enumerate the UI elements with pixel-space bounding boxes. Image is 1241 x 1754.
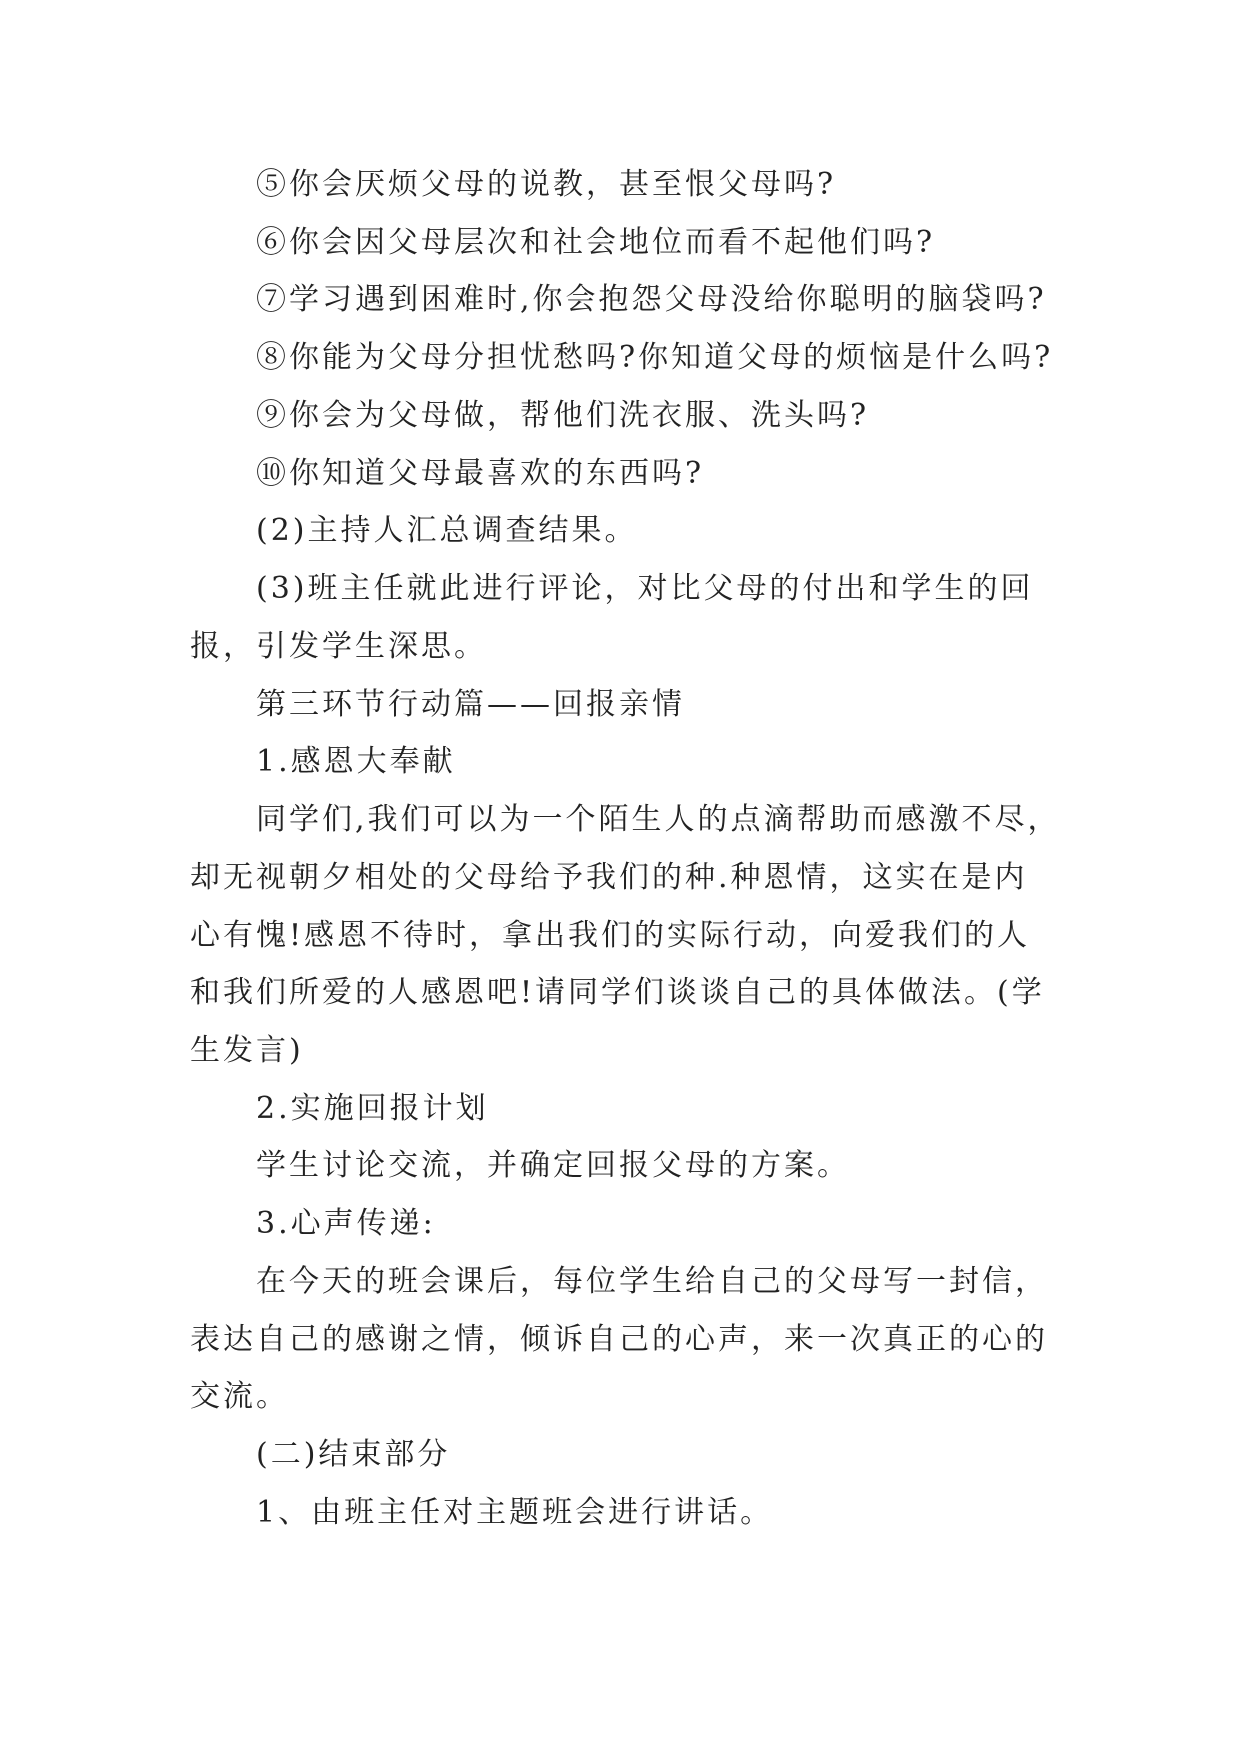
paragraph-3-line-3: 交流。 xyxy=(190,1379,289,1414)
subheading-3: 3.心声传递: xyxy=(256,1206,436,1241)
paragraph-1-line-3: 心有愧!感恩不待时，拿出我们的实际行动，向爱我们的人 xyxy=(190,918,1031,953)
step-3-comment-line-2: 报，引发学生深思。 xyxy=(190,629,487,664)
paragraph-1-line-5: 生发言) xyxy=(190,1033,304,1068)
subheading-2: 2.实施回报计划 xyxy=(256,1091,489,1126)
step-2-summary: (2)主持人汇总调查结果。 xyxy=(256,513,638,548)
paragraph-1-line-2: 却无视朝夕相处的父母给予我们的种.种恩情，这实在是内 xyxy=(190,860,1028,895)
question-7: ⑦学习遇到困难时,你会抱怨父母没给你聪明的脑袋吗? xyxy=(256,282,1047,317)
paragraph-1-line-1: 同学们,我们可以为一个陌生人的点滴帮助而感激不尽， xyxy=(256,802,1061,837)
step-3-comment-line-1: (3)班主任就此进行评论，对比父母的付出和学生的回 xyxy=(256,571,1034,606)
paragraph-1-line-4: 和我们所爱的人感恩吧!请同学们谈谈自己的具体做法。(学 xyxy=(190,975,1045,1010)
question-9: ⑨你会为父母做，帮他们洗衣服、洗头吗? xyxy=(256,398,870,433)
subheading-1: 1.感恩大奉献 xyxy=(256,744,456,779)
question-6: ⑥你会因父母层次和社会地位而看不起他们吗? xyxy=(256,225,936,260)
paragraph-2: 学生讨论交流，并确定回报父母的方案。 xyxy=(256,1148,850,1183)
question-5: ⑤你会厌烦父母的说教，甚至恨父母吗? xyxy=(256,167,837,202)
ending-item-1: 1、由班主任对主题班会进行讲话。 xyxy=(256,1495,774,1530)
paragraph-3-line-1: 在今天的班会课后，每位学生给自己的父母写一封信， xyxy=(256,1264,1048,1299)
section-heading-third: 第三环节行动篇——回报亲情 xyxy=(256,687,685,722)
paragraph-3-line-2: 表达自己的感谢之情，倾诉自己的心声，来一次真正的心的 xyxy=(190,1322,1048,1357)
question-8: ⑧你能为父母分担忧愁吗?你知道父母的烦恼是什么吗? xyxy=(256,340,1054,375)
question-10: ⑩你知道父母最喜欢的东西吗? xyxy=(256,456,705,491)
section-heading-ending: (二)结束部分 xyxy=(256,1437,451,1472)
